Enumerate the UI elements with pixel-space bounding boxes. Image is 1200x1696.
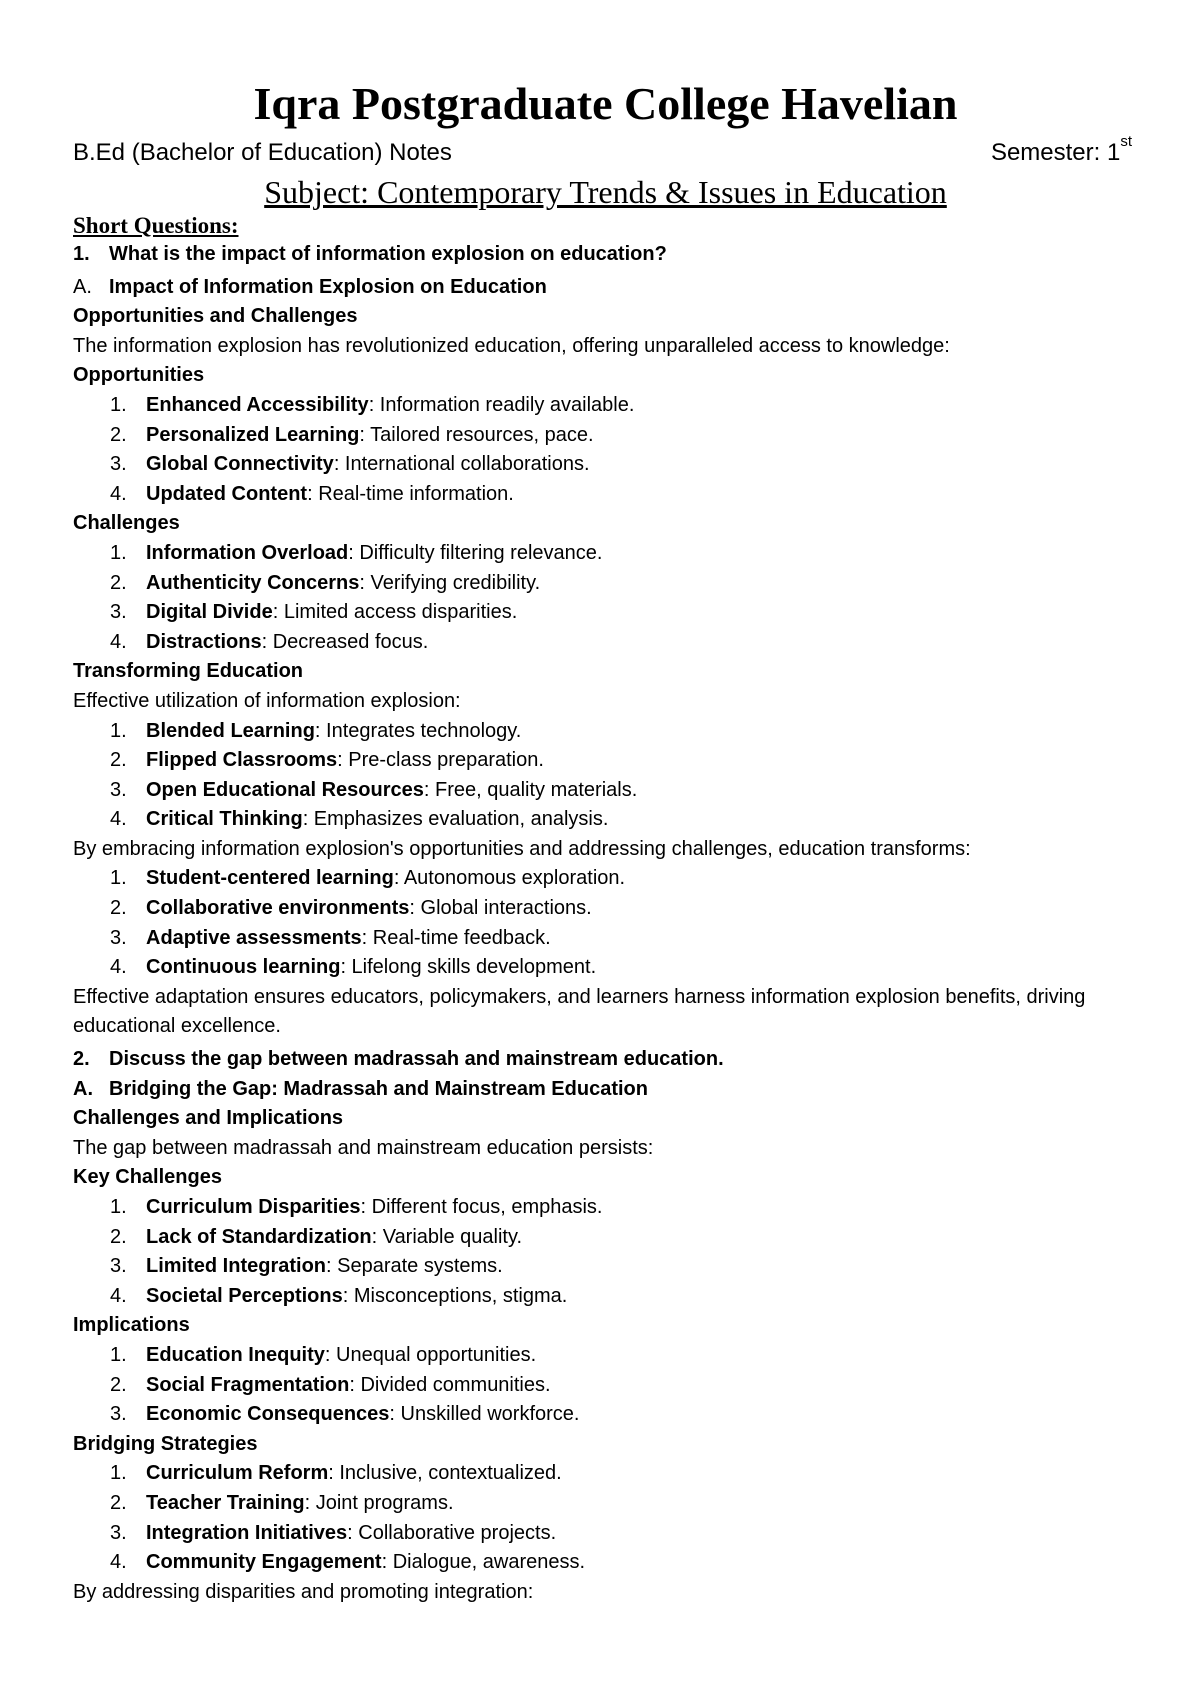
- list-item: [73, 894, 1138, 924]
- paragraph: By embracing information explosion's opportunities and addressing challenges, education transforms:: [73, 837, 971, 860]
- paragraph: Effective utilization of information explosion:: [73, 689, 461, 712]
- list-number: 4.: [110, 630, 127, 653]
- answer-title: Impact of Information Explosion on Education: [109, 275, 547, 298]
- list-number: 2.: [110, 423, 127, 446]
- question-text: What is the impact of information explosion on education?: [109, 243, 667, 265]
- list-item: [73, 805, 1138, 835]
- list-item: [73, 1341, 1138, 1371]
- section-title: Short Questions:: [73, 213, 239, 238]
- paragraph: The information explosion has revolutionized education, offering unparalleled access to knowledge:: [73, 334, 950, 357]
- list-desc: : Real-time information.: [307, 482, 514, 505]
- list-desc: : Limited access disparities.: [272, 601, 518, 624]
- list-number: 4.: [110, 808, 127, 831]
- list-term: Curriculum Disparities: [146, 1196, 361, 1218]
- list-number: 3.: [110, 926, 127, 949]
- list-item: [73, 1282, 1138, 1312]
- list-desc: : Misconceptions, stigma.: [342, 1284, 568, 1307]
- list-desc: : Autonomous exploration.: [393, 867, 626, 890]
- list-item: [73, 1519, 1138, 1549]
- list-desc: : Difficulty filtering relevance.: [348, 541, 603, 564]
- list-number: 4.: [110, 956, 127, 979]
- list-item: [73, 539, 1138, 569]
- list-desc: : International collaborations.: [333, 453, 590, 476]
- list-number: 1.: [110, 1343, 127, 1366]
- key-challenges-list: [73, 1193, 1138, 1311]
- subheading: Implications: [73, 1314, 190, 1337]
- subheading: Opportunities and Challenges: [73, 305, 358, 328]
- list-term: Open Educational Resources: [146, 778, 424, 801]
- list-desc: : Decreased focus.: [261, 630, 429, 653]
- list-number: 1.: [110, 867, 127, 890]
- question-2: [73, 1045, 1138, 1075]
- list-desc: : Emphasizes evaluation, analysis.: [302, 808, 609, 831]
- list-desc: : Global interactions.: [409, 897, 592, 920]
- list-term: Lack of Standardization: [146, 1225, 372, 1248]
- college-title: Iqra Postgraduate College Havelian: [253, 78, 958, 129]
- list-term: Education Inequity: [146, 1343, 325, 1366]
- embracing-list: [73, 864, 1138, 982]
- program-row: [73, 134, 1138, 172]
- list-number: 1.: [110, 1196, 127, 1218]
- list-term: Flipped Classrooms: [146, 749, 338, 772]
- list-term: Updated Content: [146, 482, 308, 505]
- list-term: Distractions: [146, 630, 262, 653]
- list-term: Limited Integration: [146, 1255, 326, 1278]
- list-term: Authenticity Concerns: [146, 571, 360, 594]
- list-item: [73, 924, 1138, 954]
- list-number: 3.: [110, 1403, 127, 1426]
- list-item: [73, 776, 1138, 806]
- list-term: Critical Thinking: [146, 808, 303, 831]
- list-term: Social Fragmentation: [146, 1373, 350, 1396]
- list-item: [73, 1459, 1138, 1489]
- list-number: 2.: [110, 897, 127, 920]
- list-number: 4.: [110, 1551, 127, 1574]
- answer-2-title: [73, 1075, 1138, 1105]
- list-number: 3.: [110, 601, 127, 624]
- semester-label: [991, 134, 1132, 172]
- paragraph: The gap between madrassah and mainstream education persists:: [73, 1136, 654, 1159]
- list-item: [73, 1252, 1138, 1282]
- answer-title: Bridging the Gap: Madrassah and Mainstream Education: [109, 1077, 648, 1100]
- program-label: B.Ed (Bachelor of Education) Notes: [73, 139, 452, 166]
- list-term: Societal Perceptions: [146, 1284, 343, 1307]
- list-desc: : Information readily available.: [368, 393, 635, 416]
- list-item: [73, 1193, 1138, 1223]
- bridging-list: [73, 1459, 1138, 1577]
- list-desc: : Dialogue, awareness.: [381, 1551, 586, 1574]
- list-desc: : Collaborative projects.: [347, 1521, 557, 1544]
- list-number: 3.: [110, 1255, 127, 1278]
- list-number: 3.: [110, 1521, 127, 1544]
- list-term: Integration Initiatives: [146, 1521, 348, 1544]
- list-item: [73, 569, 1138, 599]
- list-item: [73, 598, 1138, 628]
- list-number: 4.: [110, 1284, 127, 1307]
- list-desc: : Joint programs.: [304, 1491, 454, 1514]
- list-item: [73, 746, 1138, 776]
- subheading: Opportunities: [73, 364, 205, 387]
- list-item: [73, 450, 1138, 480]
- list-item: [73, 1400, 1138, 1430]
- conclusion-paragraph: Effective adaptation ensures educators, policymakers, and learners harness information explosion benefits, driving educational excellence.: [73, 985, 1086, 1038]
- list-term: Digital Divide: [146, 601, 273, 624]
- list-number: 4.: [110, 482, 127, 505]
- list-item: [73, 1371, 1138, 1401]
- subheading: Challenges and Implications: [73, 1107, 344, 1130]
- list-term: Continuous learning: [146, 956, 341, 979]
- list-term: Enhanced Accessibility: [146, 393, 369, 416]
- list-number: 2.: [110, 1373, 127, 1396]
- list-desc: : Divided communities.: [349, 1373, 551, 1396]
- list-item: [73, 1223, 1138, 1253]
- question-1: [73, 240, 1138, 270]
- subheading: Key Challenges: [73, 1166, 222, 1189]
- subheading: Transforming Education: [73, 660, 304, 683]
- question-number: 1.: [73, 243, 90, 265]
- answer-1-title: [73, 273, 1138, 303]
- subheading: Bridging Strategies: [73, 1432, 258, 1455]
- list-desc: : Variable quality.: [371, 1225, 523, 1248]
- list-term: Blended Learning: [146, 719, 315, 742]
- question-number: 2.: [73, 1048, 90, 1071]
- opportunities-list: [73, 391, 1138, 509]
- list-desc: : Integrates technology.: [314, 719, 522, 742]
- list-desc: : Tailored resources, pace.: [359, 423, 594, 446]
- list-item: [73, 953, 1138, 983]
- document-page: [73, 74, 1138, 1607]
- list-desc: : Real-time feedback.: [361, 926, 551, 949]
- transforming-list: [73, 717, 1138, 835]
- list-number: 2.: [110, 1225, 127, 1248]
- list-item: [73, 1489, 1138, 1519]
- subheading: Challenges: [73, 512, 180, 535]
- list-item: [73, 717, 1138, 747]
- list-item: [73, 1548, 1138, 1578]
- list-term: Collaborative environments: [146, 897, 410, 920]
- semester-sup: st: [1120, 133, 1132, 150]
- list-term: Curriculum Reform: [146, 1462, 329, 1485]
- list-number: 1.: [110, 719, 127, 742]
- list-term: Student-centered learning: [146, 867, 394, 890]
- subject-heading: Subject: Contemporary Trends & Issues in Education: [264, 174, 947, 210]
- implications-list: [73, 1341, 1138, 1430]
- list-number: 2.: [110, 571, 127, 594]
- list-desc: : Verifying credibility.: [359, 571, 541, 594]
- challenges-list: [73, 539, 1138, 657]
- list-item: [73, 864, 1138, 894]
- list-term: Information Overload: [146, 541, 349, 564]
- list-term: Teacher Training: [146, 1491, 305, 1514]
- list-term: Community Engagement: [146, 1551, 382, 1574]
- list-term: Adaptive assessments: [146, 926, 362, 949]
- list-item: [73, 628, 1138, 658]
- list-desc: : Different focus, emphasis.: [360, 1196, 603, 1218]
- list-term: Economic Consequences: [146, 1403, 390, 1426]
- list-desc: : Unequal opportunities.: [324, 1343, 537, 1366]
- list-number: 1.: [110, 541, 127, 564]
- list-number: 2.: [110, 749, 127, 772]
- semester-text: Semester: 1: [990, 139, 1121, 166]
- list-desc: : Separate systems.: [326, 1255, 503, 1278]
- list-desc: : Inclusive, contextualized.: [328, 1462, 562, 1485]
- list-desc: : Free, quality materials.: [423, 778, 638, 801]
- list-desc: : Pre-class preparation.: [337, 749, 544, 772]
- list-term: Global Connectivity: [146, 453, 334, 476]
- list-number: 2.: [110, 1491, 127, 1514]
- list-desc: : Lifelong skills development.: [340, 956, 597, 979]
- list-number: 1.: [110, 393, 127, 416]
- list-item: [73, 421, 1138, 451]
- answer-letter: A.: [73, 275, 92, 298]
- list-term: Personalized Learning: [146, 423, 360, 446]
- list-number: 1.: [110, 1462, 127, 1485]
- answer-letter: A.: [73, 1077, 93, 1100]
- list-item: [73, 391, 1138, 421]
- question-text: Discuss the gap between madrassah and mainstream education.: [109, 1048, 724, 1071]
- list-item: [73, 480, 1138, 510]
- list-number: 3.: [110, 453, 127, 476]
- paragraph: By addressing disparities and promoting integration:: [73, 1580, 534, 1603]
- list-desc: : Unskilled workforce.: [389, 1403, 580, 1426]
- list-number: 3.: [110, 778, 127, 801]
